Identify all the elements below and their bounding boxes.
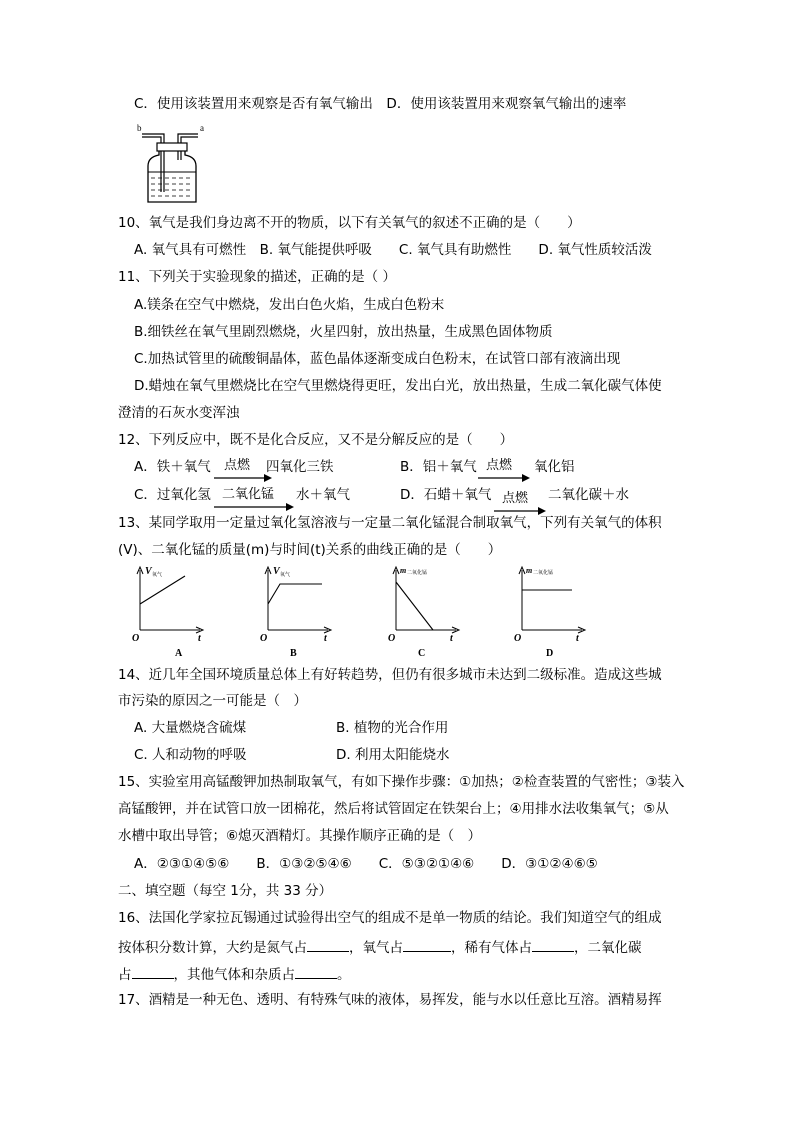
q16-blank-oxygen[interactable] <box>403 937 451 952</box>
graph-c-origin: O <box>388 633 396 644</box>
q16-line2-part-b: ，氧气占 <box>349 940 403 956</box>
q16-blank-other[interactable] <box>295 964 337 979</box>
q13-graph-b <box>258 564 338 658</box>
q13-stem-line2: (V)、二氧化锰的质量(m)与时间(t)关系的曲线正确的是（ ） <box>118 542 502 558</box>
gas-bottle-apparatus <box>134 122 214 206</box>
q9-options-c-d: C．使用该装置用来观察是否有氧气输出 D．使用该装置用来观察氧气输出的速率 <box>134 96 627 112</box>
graph-d-xlabel: t <box>576 633 579 644</box>
q15-stem-line2: 高锰酸钾，并在试管口放一团棉花，然后将试管固定在铁架台上；④用排水法收集氧气；⑤从 <box>118 801 669 817</box>
q13-graph-d <box>512 564 592 658</box>
q16-blank-noble-gas[interactable] <box>532 937 574 952</box>
q16-line2 <box>118 937 642 957</box>
q12-d-reactants: D．石蜡＋氧气 <box>400 487 492 503</box>
q12-a-reactants: A．铁＋氧气 <box>134 459 211 475</box>
q12-b-condition: 点燃 <box>486 458 513 473</box>
graph-a-ylabel-sub: 氧气 <box>152 573 163 578</box>
graph-a-origin: O <box>132 633 140 644</box>
q15-stem-line3: 水槽中取出导管；⑥熄灭酒精灯。其操作顺序正确的是（ ） <box>118 828 482 844</box>
graph-a-ylabel: V <box>145 566 152 577</box>
q12-b-reactants: B．铝＋氧气 <box>400 459 477 475</box>
graph-a-xlabel: t <box>198 633 201 644</box>
q15-stem-line1: 15、实验室用高锰酸钾加热制取氧气，有如下操作步骤：①加热；②检查装置的气密性；③装入 <box>118 774 685 790</box>
graph-d-ylabel-sub: 二氧化锰 <box>533 571 554 576</box>
q12-a-product: 四氧化三铁 <box>266 459 334 475</box>
q11-option-d-line1: D.蜡烛在氧气里燃烧比在空气里燃烧得更旺，发出白光，放出热量，生成二氧化碳气体使 <box>134 378 662 394</box>
q12-c-product: 水＋氧气 <box>296 487 350 503</box>
graph-b-label: B <box>290 648 297 658</box>
q12-a-condition: 点燃 <box>224 458 251 473</box>
q13-graph-c <box>386 564 466 658</box>
apparatus-label-b: b <box>137 123 142 133</box>
q16-line2-part-c: ，稀有气体占 <box>451 940 532 956</box>
graph-d-ylabel: m <box>526 566 533 575</box>
q11-option-c: C.加热试管里的硫酸铜晶体，蓝色晶体逐渐变成白色粉末，在试管口部有液滴出现 <box>134 351 621 367</box>
graph-c-ylabel: m <box>400 566 407 575</box>
graph-b-xlabel: t <box>324 633 327 644</box>
q14-option-b: B. 植物的光合作用 <box>336 720 449 736</box>
q14-stem-line2: 市污染的原因之一可能是（ ） <box>118 693 307 709</box>
q16-line2-part-a: 按体积分数计算，大约是氮气占 <box>118 940 307 956</box>
q13-graph-a <box>130 564 210 658</box>
graph-d-label: D <box>546 648 554 658</box>
graph-d-origin: O <box>514 633 522 644</box>
graph-b-origin: O <box>260 633 268 644</box>
q12-a-arrow-icon <box>214 474 272 482</box>
q12-b-arrow-icon <box>478 474 530 482</box>
q11-stem: 11、下列关于实验现象的描述，正确的是（ ） <box>118 269 396 285</box>
q12-c-condition: 二氧化锰 <box>222 487 275 502</box>
q13-stem-line1: 13、某同学取用一定量过氧化氢溶液与一定量二氧化锰混合制取氧气，下列有关氧气的体积 <box>118 515 662 531</box>
q12-d-product: 二氧化碳＋水 <box>548 487 629 503</box>
apparatus-label-a: a <box>200 123 204 133</box>
graph-c-xlabel: t <box>450 633 453 644</box>
q12-b-product: 氧化铝 <box>534 459 575 475</box>
graph-b-ylabel: V <box>273 566 280 577</box>
q12-stem: 12、下列反应中，既不是化合反应，又不是分解反应的是（ ） <box>118 432 514 448</box>
q16-line3-part-a: 占 <box>118 967 132 983</box>
q12-c-reactants: C．过氧化氢 <box>134 487 211 503</box>
q15-options: A．②③①④⑤⑥ B．①③②⑤④⑥ C．⑤③②①④⑥ D．③①②④⑥⑤ <box>134 856 598 872</box>
q12-c-arrow-icon <box>214 503 294 511</box>
q10-stem: 10、氧气是我们身边离不开的物质，以下有关氧气的叙述不正确的是（ ） <box>118 215 581 231</box>
q16-line2-part-d: ，二氧化碳 <box>574 940 642 956</box>
q14-stem-line1: 14、近几年全国环境质量总体上有好转趋势，但仍有很多城市未达到二级标准。造成这些城 <box>118 667 662 683</box>
graph-b-ylabel-sub: 氧气 <box>280 573 291 578</box>
graph-a-label: A <box>175 648 183 658</box>
q17-line1: 17、酒精是一种无色、透明、有特殊气味的液体，易挥发，能与水以任意比互溶。酒精易挥 <box>118 992 662 1008</box>
q16-line1: 16、法国化学家拉瓦锡通过试验得出空气的组成不是单一物质的结论。我们知道空气的组成 <box>118 910 662 926</box>
graph-c-ylabel-sub: 二氧化锰 <box>407 571 428 576</box>
q11-option-b: B.细铁丝在氧气里剧烈燃烧，火星四射，放出热量，生成黑色固体物质 <box>134 324 553 340</box>
q16-line3-part-c: 。 <box>337 967 351 983</box>
q14-option-c: C. 人和动物的呼吸 <box>134 747 247 763</box>
q12-d-condition: 点燃 <box>502 491 529 506</box>
q10-options: A. 氧气具有可燃性 B. 氧气能提供呼吸 C. 氧气具有助燃性 D. 氧气性质较活泼 <box>134 242 652 258</box>
q16-blank-co2[interactable] <box>132 964 174 979</box>
graph-c-label: C <box>418 648 426 658</box>
q16-blank-nitrogen[interactable] <box>307 937 349 952</box>
q14-option-a: A. 大量燃烧含硫煤 <box>134 720 247 736</box>
q14-option-d: D. 利用太阳能烧水 <box>336 747 450 763</box>
q16-line3 <box>118 964 351 984</box>
q11-option-d-line2: 澄清的石灰水变浑浊 <box>118 405 240 421</box>
q11-option-a: A.镁条在空气中燃烧，发出白色火焰，生成白色粉末 <box>134 297 445 313</box>
section-2-title: 二、填空题（每空 1分，共 33 分） <box>118 883 333 899</box>
q16-line3-part-b: ，其他气体和杂质占 <box>173 967 295 983</box>
